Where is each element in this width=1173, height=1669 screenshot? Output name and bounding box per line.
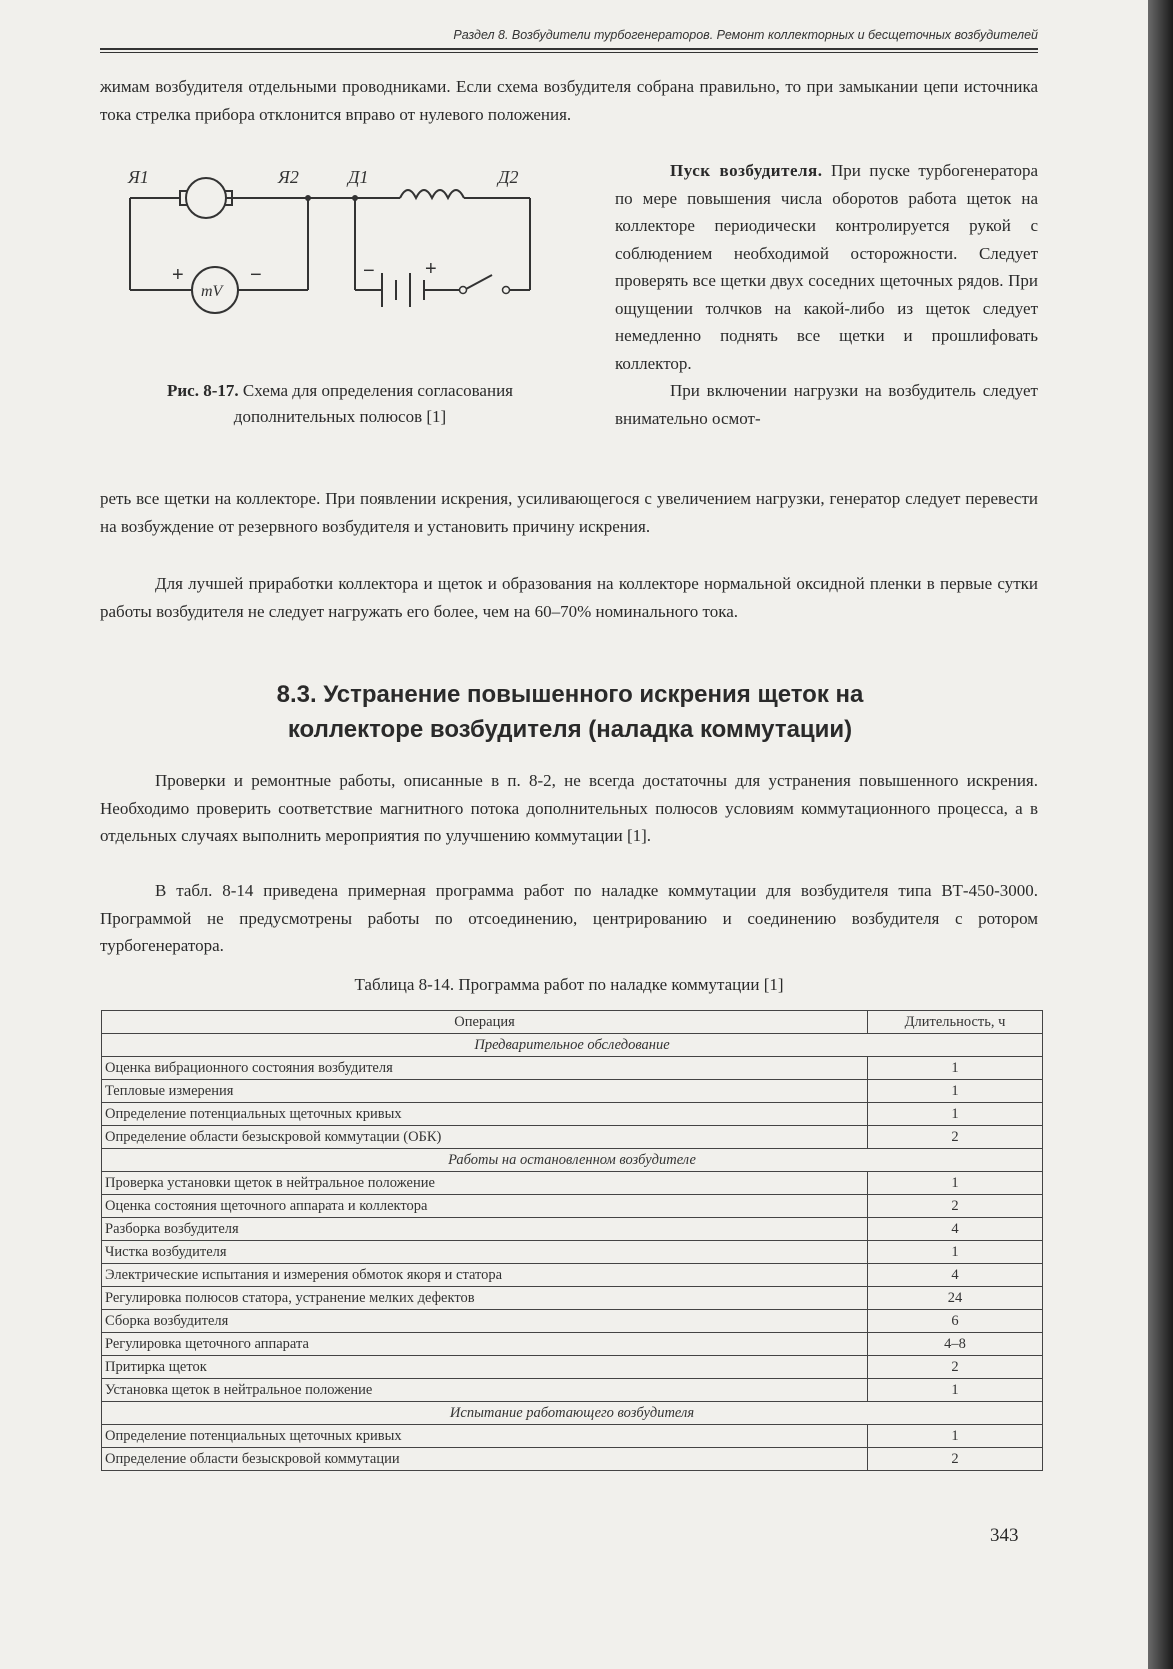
table-row xyxy=(102,1080,1043,1103)
operation-cell: Регулировка полюсов статора, устранение мелких дефектов xyxy=(102,1287,868,1310)
group-title: Предварительное обследование xyxy=(102,1034,1043,1057)
paragraph-text: Для лучшей приработки коллектора и щеток и образования на коллекторе нормальной оксидной пленки в первые сутки работы возбудителя не следует нагружать его более, чем на 60–70% номинального тока. xyxy=(100,574,1038,621)
armature-icon xyxy=(186,178,226,218)
table-caption: Таблица 8-14. Программа работ по наладке коммутации [1] xyxy=(354,975,784,994)
table-row xyxy=(102,1126,1043,1149)
duration-cell: 2 xyxy=(868,1356,1043,1379)
intro-paragraph xyxy=(100,73,1038,128)
table-row xyxy=(102,1379,1043,1402)
operation-cell: Оценка вибрационного состояния возбудителя xyxy=(102,1057,868,1080)
label-d1: Д1 xyxy=(348,167,369,187)
label-plus: + xyxy=(172,264,184,286)
operation-cell: Притирка щеток xyxy=(102,1356,868,1379)
running-head: Раздел 8. Возбудители турбогенераторов. Ремонт коллекторных и бесщеточных возбудителей xyxy=(453,28,1038,42)
section-title xyxy=(150,677,990,747)
page-edge-shadow xyxy=(1148,0,1173,1669)
paragraph-text: жимам возбудителя отдельными проводниками. Если схема возбудителя собрана правильно, то при замыкании цепи источника тока стрелка прибора отклонится вправо от нулевого положения. xyxy=(100,77,1038,124)
table-row xyxy=(102,1195,1043,1218)
duration-cell: 2 xyxy=(868,1195,1043,1218)
paragraph-text: Проверки и ремонтные работы, описанные в п. 8-2, не всегда достаточны для устранения повышенного искрения. Необходимо проверить соответствие магнитного потока дополнительных полюсов условиям коммутационного процесса, а в отдельных случаях выполнить мероприятия по улучшению коммутации [1]. xyxy=(100,771,1038,845)
duration-cell: 4 xyxy=(868,1264,1043,1287)
duration-cell: 4–8 xyxy=(868,1333,1043,1356)
figure-caption xyxy=(150,378,530,430)
group-title: Испытание работающего возбудителя xyxy=(102,1402,1043,1425)
running-in-paragraph xyxy=(100,570,1038,625)
junction-dot xyxy=(352,195,358,201)
duration-cell: 1 xyxy=(868,1241,1043,1264)
table-row xyxy=(102,1425,1043,1448)
table-row xyxy=(102,1448,1043,1471)
section-paragraph xyxy=(100,767,1038,850)
circuit-diagram xyxy=(120,165,550,380)
table-row xyxy=(102,1172,1043,1195)
table-row xyxy=(102,1287,1043,1310)
figure-caption-text: Схема для определения согласования дополнительных полюсов [1] xyxy=(233,381,513,426)
operation-cell: Сборка возбудителя xyxy=(102,1310,868,1333)
duration-cell: 1 xyxy=(868,1057,1043,1080)
table-header-row xyxy=(102,1011,1043,1034)
operation-cell: Определение потенциальных щеточных кривых xyxy=(102,1103,868,1126)
header-rule xyxy=(100,48,1038,53)
table-row xyxy=(102,1057,1043,1080)
operations-table xyxy=(101,1010,1043,1471)
startup-heading: Пуск возбудителя. xyxy=(670,161,823,180)
paragraph-text: В табл. 8-14 приведена примерная программа работ по наладке коммутации для возбудителя типа ВТ-450-3000. Программой не предусмотрены работы по отсоединению, центрированию и соединению возбудителя с ротором турбогенератора. xyxy=(100,881,1038,955)
label-d2: Д2 xyxy=(498,167,519,187)
operation-cell: Чистка возбудителя xyxy=(102,1241,868,1264)
operation-cell: Разборка возбудителя xyxy=(102,1218,868,1241)
label-ya1: Я1 xyxy=(128,167,149,187)
duration-cell: 1 xyxy=(868,1103,1043,1126)
startup-section xyxy=(615,157,1038,432)
label-plus: + xyxy=(425,258,437,280)
duration-cell: 1 xyxy=(868,1379,1043,1402)
duration-cell: 1 xyxy=(868,1425,1043,1448)
header-operation: Операция xyxy=(102,1011,868,1034)
table-group-row xyxy=(102,1034,1043,1057)
section-paragraph xyxy=(100,877,1038,960)
table-row xyxy=(102,1103,1043,1126)
paragraph-text: реть все щетки на коллекторе. При появлении искрения, усиливающегося с увеличением нагрузки, генератор следует перевести на возбуждение от резервного возбудителя и установить причину искрения. xyxy=(100,489,1038,536)
figure-number: Рис. 8-17. xyxy=(167,381,239,400)
switch-contact-icon xyxy=(460,287,467,294)
header-duration: Длительность, ч xyxy=(868,1011,1043,1034)
operation-cell: Оценка состояния щеточного аппарата и коллектора xyxy=(102,1195,868,1218)
group-title: Работы на остановленном возбудителе xyxy=(102,1149,1043,1172)
operation-cell: Определение области безыскровой коммутации (ОБК) xyxy=(102,1126,868,1149)
label-minus: − xyxy=(250,264,262,286)
operation-cell: Тепловые измерения xyxy=(102,1080,868,1103)
duration-cell: 24 xyxy=(868,1287,1043,1310)
duration-cell: 1 xyxy=(868,1172,1043,1195)
operation-cell: Проверка установки щеток в нейтральное положение xyxy=(102,1172,868,1195)
label-minus: − xyxy=(363,260,375,282)
section-title-line: коллекторе возбудителя (наладка коммутации) xyxy=(287,716,853,743)
table-row xyxy=(102,1264,1043,1287)
operation-cell: Электрические испытания и измерения обмоток якоря и статора xyxy=(102,1264,868,1287)
label-ya2: Я2 xyxy=(278,167,299,187)
table-row xyxy=(102,1241,1043,1264)
section-title-line: 8.3. Устранение повышенного искрения щеток на xyxy=(276,681,864,708)
operation-cell: Определение потенциальных щеточных кривых xyxy=(102,1425,868,1448)
junction-dot xyxy=(305,195,311,201)
operation-cell: Регулировка щеточного аппарата xyxy=(102,1333,868,1356)
duration-cell: 2 xyxy=(868,1126,1043,1149)
switch-contact-icon xyxy=(503,287,510,294)
page-number: 343 xyxy=(990,1525,1019,1546)
load-paragraph-continuation xyxy=(100,485,1038,540)
table-row xyxy=(102,1218,1043,1241)
table-row xyxy=(102,1310,1043,1333)
startup-text: При пуске турбогенератора по мере повышения числа оборотов работа щеток на коллекторе периодически контролируется рукой с соблюдением необходимой осторожности. Следует проверять все щетки двух соседних щеточных рядов. При ощущении толчков на какой-либо из щеток следует немедленно поднять все щетки и прошлифовать коллектор. xyxy=(615,161,1039,373)
duration-cell: 6 xyxy=(868,1310,1043,1333)
duration-cell: 4 xyxy=(868,1218,1043,1241)
table-row xyxy=(102,1356,1043,1379)
table-group-row xyxy=(102,1402,1043,1425)
table-row xyxy=(102,1333,1043,1356)
table-group-row xyxy=(102,1149,1043,1172)
operation-cell: Определение области безыскровой коммутации xyxy=(102,1448,868,1471)
duration-cell: 2 xyxy=(868,1448,1043,1471)
label-meter: mV xyxy=(201,283,223,300)
operation-cell: Установка щеток в нейтральное положение xyxy=(102,1379,868,1402)
duration-cell: 1 xyxy=(868,1080,1043,1103)
load-paragraph-start: При включении нагрузки на возбудитель следует внимательно осмот- xyxy=(615,381,1038,428)
